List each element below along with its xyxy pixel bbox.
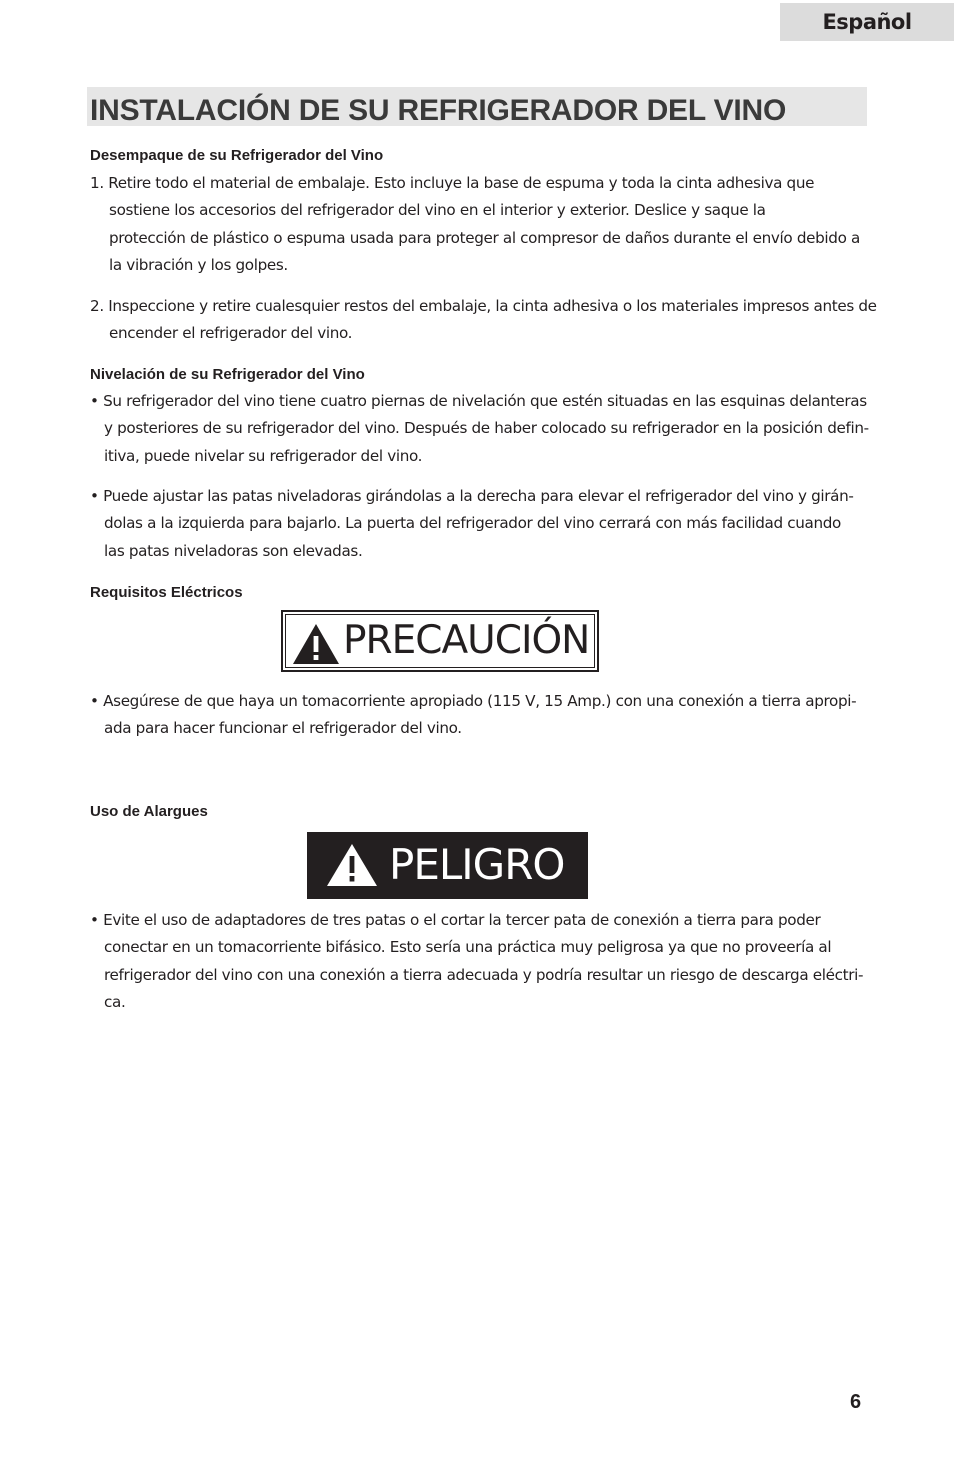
unpacking-item-2 (90, 293, 880, 348)
text-line: itiva, puede nivelar su refrigerador del vino. (104, 446, 423, 465)
text-line: • Evite el uso de adaptadores de tres patas o el cortar la tercer pata de conexión a tierra para poder (90, 911, 821, 929)
text-line: encender el refrigerador del vino. (109, 324, 353, 343)
text-line: refrigerador del vino con una conexión a tierra adecuada y podría resultar un riesgo de descarga eléctri- (104, 965, 864, 984)
warning-triangle-icon (325, 842, 379, 888)
language-tab-label: Español (822, 10, 912, 34)
page-title: INSTALACIÓN DE SU REFRIGERADOR DEL VINO (90, 94, 787, 127)
language-tab (780, 3, 954, 41)
unpacking-heading: Desempaque de su Refrigerador del Vino (90, 147, 384, 164)
text-line: protección de plástico o espuma usada para proteger al compresor de daños durante el envío debido a (109, 228, 860, 247)
text-line: y posteriores de su refrigerador del vino. Después de haber colocado su refrigerador en la posición defin- (104, 419, 869, 438)
text-line: 1. Retire todo el material de embalaje. Esto incluye la base de espuma y toda la cinta adhesiva que (90, 174, 815, 192)
page-number: 6 (850, 1391, 862, 1413)
text-line: ada para hacer funcionar el refrigerador del vino. (104, 719, 462, 738)
text-line: • Asegúrese de que haya un tomacorriente apropiado (115 V, 15 Amp.) con una conexión a tierra apropi- (90, 692, 857, 710)
text-line: la vibración y los golpes. (109, 255, 288, 274)
electrical-heading: Requisitos Eléctricos (90, 584, 243, 601)
caution-label-box (281, 610, 599, 672)
electrical-bullet-1 (90, 688, 880, 743)
text-line: ca. (104, 992, 126, 1011)
text-line: • Su refrigerador del vino tiene cuatro piernas de nivelación que estén situadas en las esquinas delanteras (90, 392, 867, 410)
text-line: sostiene los accesorios del refrigerador del vino en el interior y exterior. Deslice y saque la (109, 201, 766, 220)
unpacking-item-1 (90, 170, 880, 279)
text-line: conectar en un tomacorriente bifásico. Esto sería una práctica muy peligrosa ya que no proveería al (104, 938, 832, 957)
extension-bullet-1 (90, 907, 880, 1016)
caution-label: PRECAUCIÓN (343, 618, 590, 663)
leveling-bullet-1 (90, 388, 880, 470)
text-line: dolas a la izquierda para bajarlo. La puerta del refrigerador del vino cerrará con más facilidad cuando (104, 514, 841, 533)
extension-heading: Uso de Alargues (90, 803, 208, 820)
text-line: • Puede ajustar las patas niveladoras girándolas a la derecha para elevar el refrigerador del vino y girán- (90, 487, 854, 505)
text-line: 2. Inspeccione y retire cualesquier restos del embalaje, la cinta adhesiva o los materiales impresos antes de (90, 297, 877, 315)
leveling-heading: Nivelación de su Refrigerador del Vino (90, 366, 365, 383)
danger-label: PELIGRO (389, 840, 565, 889)
leveling-bullet-2 (90, 483, 880, 565)
danger-label-box (307, 832, 588, 899)
text-line: las patas niveladoras son elevadas. (104, 541, 363, 560)
warning-triangle-icon (291, 622, 341, 666)
